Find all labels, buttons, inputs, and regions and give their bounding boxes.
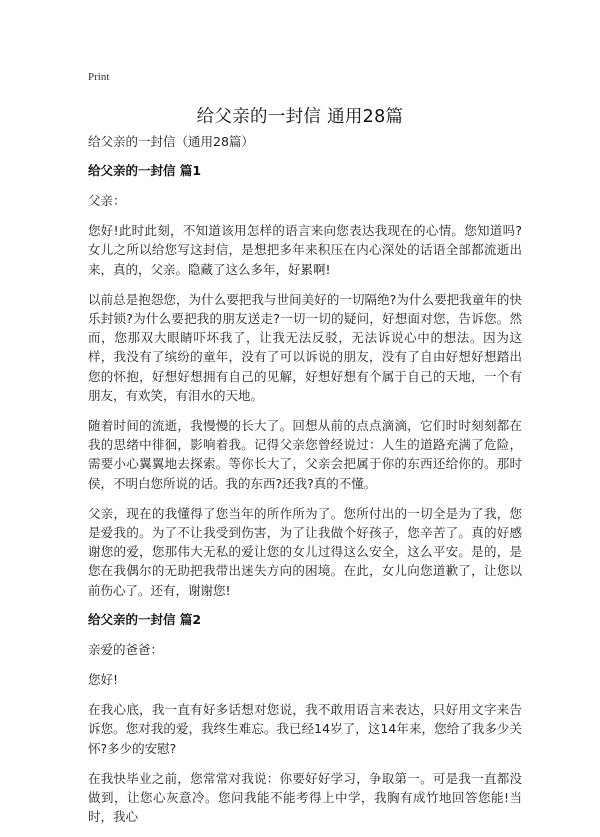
document-body	[88, 133, 522, 837]
document-subtitle: 给父亲的一封信（通用28篇）	[88, 134, 254, 149]
greeting: 您好!	[88, 672, 119, 688]
letter-section-2	[88, 611, 522, 827]
paragraph: 以前总是抱怨您，为什么要把我与世间美好的一切隔绝?为什么要把我童年的快乐封锁?为什么要把我的朋友送走?一切一切的疑问，好想面对您，告诉您。然而，您那双大眼睛吓坏我了，让我无法反驳，无法诉说心中的想法。因为这样，我没有了缤纷的童年，没有了可以诉说的朋友，没有了自由好想好想踏出您的怀抱，好想好想拥有自己的见解，好想好想有个属于自己的天地，一个有朋友，有欢笑，有泪水的天地。	[88, 291, 522, 403]
paragraph: 随着时间的流逝，我慢慢的长大了。回想从前的点点滴滴，它们时时刻刻都在我的思绪中徘徊，影响着我。记得父亲您曾经说过：人生的道路充满了危险，需要小心翼翼地去探索。等你长大了，父亲会把属于你的东西还给你的。那时侯，不明白您所说的话。我的东西?还我?真的不懂。	[88, 418, 522, 491]
print-link[interactable]: Print	[88, 71, 110, 83]
paragraph: 在我心底，我一直有好多话想对您说，我不敢用语言来表达，只好用文字来告诉您。您对我的爱，我终生难忘。我已经14岁了，这14年来，您给了我多少关怀?多少的安慰?	[88, 702, 522, 756]
salutation: 亲爱的爸爸：	[88, 641, 164, 657]
section-heading: 给父亲的一封信 篇1	[88, 163, 202, 178]
paragraph: 您好!此时此刻，不知道该用怎样的语言来向您表达我现在的心情。您知道吗?女儿之所以给您写这封信，是想把多年来积压在内心深处的话语全部都流逝出来，真的，父亲。隐藏了这么多年，好累啊!	[88, 223, 522, 277]
page-title: 给父亲的一封信 通用28篇	[196, 107, 404, 127]
paragraph: 在我快毕业之前，您常常对我说：你要好好学习，争取第一。可是我一直都没做到，让您心灰意冷。您问我能不能考得上中学，我胸有成竹地回答您能!当时，我心	[88, 770, 522, 825]
letter-section-1	[88, 162, 522, 600]
salutation: 父亲：	[88, 193, 126, 208]
section-heading: 给父亲的一封信 篇2	[88, 611, 202, 627]
paragraph: 父亲，现在的我懂得了您当年的所作所为了。您所付出的一切全是为了我，您是爱我的。为了不让我受到伤害，为了让我做个好孩子，您辛苦了。真的好感谢您的爱，您那伟大无私的爱让您的女儿过得这么安全，这么平安。是的，是您在我偶尔的无助把我带出迷失方向的困境。在此，女儿向您道歉了，让您以前伤心了。还有，谢谢您!	[88, 505, 522, 598]
